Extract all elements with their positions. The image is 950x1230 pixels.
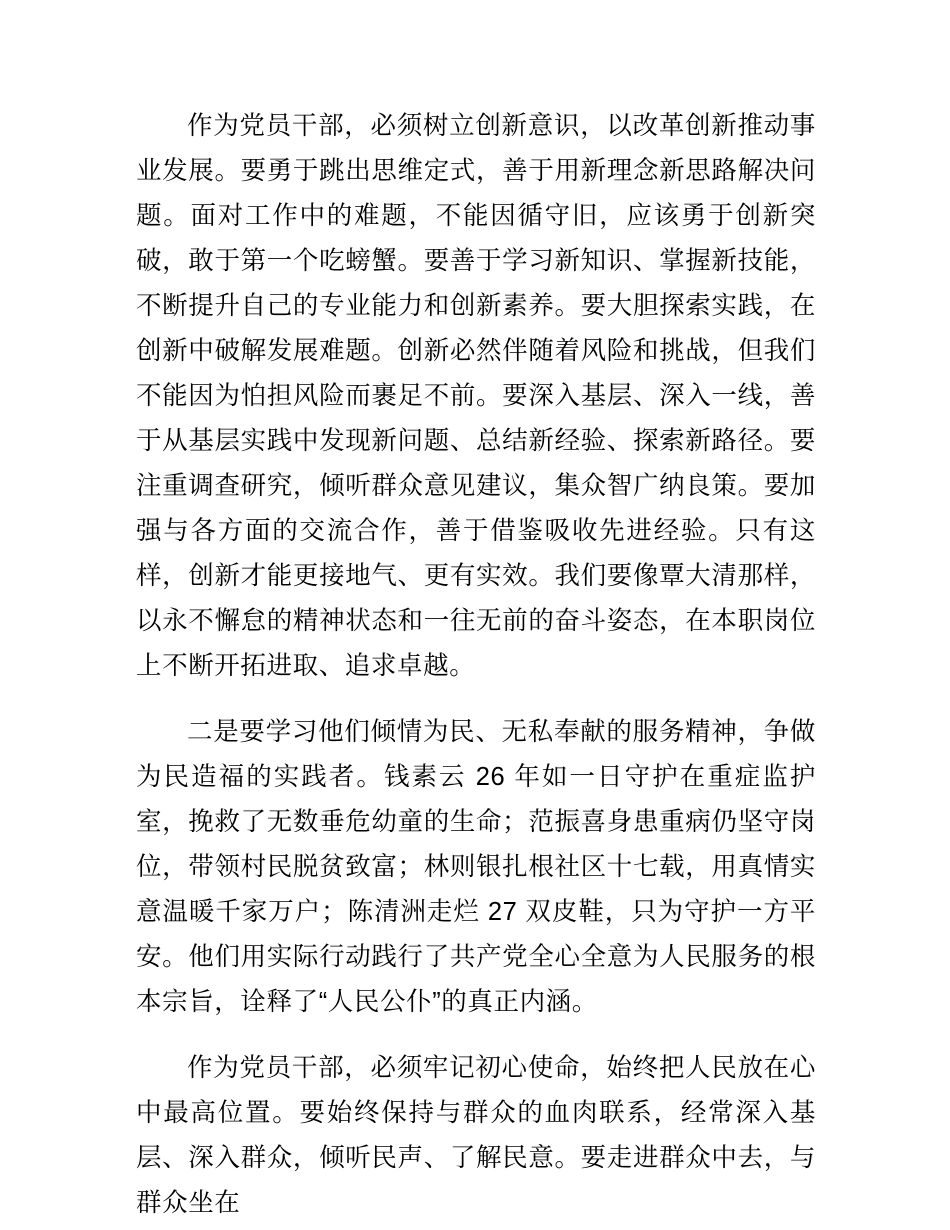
paragraph-innovation: 作为党员干部，必须树立创新意识，以改革创新推动事业发展。要勇于跳出思维定式，善于用新理念新思路解决问题。面对工作中的难题，不能因循守旧，应该勇于创新突破，敢于第一个吃螃蟹。要善于学习新知识、掌握新技能，不断提升自己的专业能力和创新素养。要大胆探索实践，在创新中破解发展难题。创新必然伴随着风险和挑战，但我们不能因为怕担风险而裹足不前。要深入基层、深入一线，善于从基层实践中发现新问题、总结新经验、探索新路径。要注重调查研究，倾听群众意见建议，集众智广纳良策。要加强与各方面的交流合作，善于借鉴吸收先进经验。只有这样，创新才能更接地气、更有实效。我们要像覃大清那样，以永不懈怠的精神状态和一往无前的奋斗姿态，在本职岗位上不断开拓进取、追求卓越。 — [136, 112, 816, 680]
paragraph-service-spirit: 二是要学习他们倾情为民、无私奉献的服务精神，争做为民造福的实践者。钱素云 26 年如一日守护在重症监护室，挽救了无数垂危幼童的生命；范振喜身患重病仍坚守岗位，带领村民脱贫致富；林则银扎根社区十七载，用真情实意温暖千家万户；陈清洲走烂 27 双皮鞋，只为守护一方平安。他们用实际行动践行了共产党全心全意为人民服务的根本宗旨，诠释了“人民公仆”的真正内涵。 — [136, 718, 816, 1016]
paragraph-original-mission: 作为党员干部，必须牢记初心使命，始终把人民放在心中最高位置。要始终保持与群众的血肉联系，经常深入基层、深入群众，倾听民声、了解民意。要走进群众中去，与群众坐在 — [136, 1054, 816, 1217]
document-text-column — [136, 104, 816, 1226]
